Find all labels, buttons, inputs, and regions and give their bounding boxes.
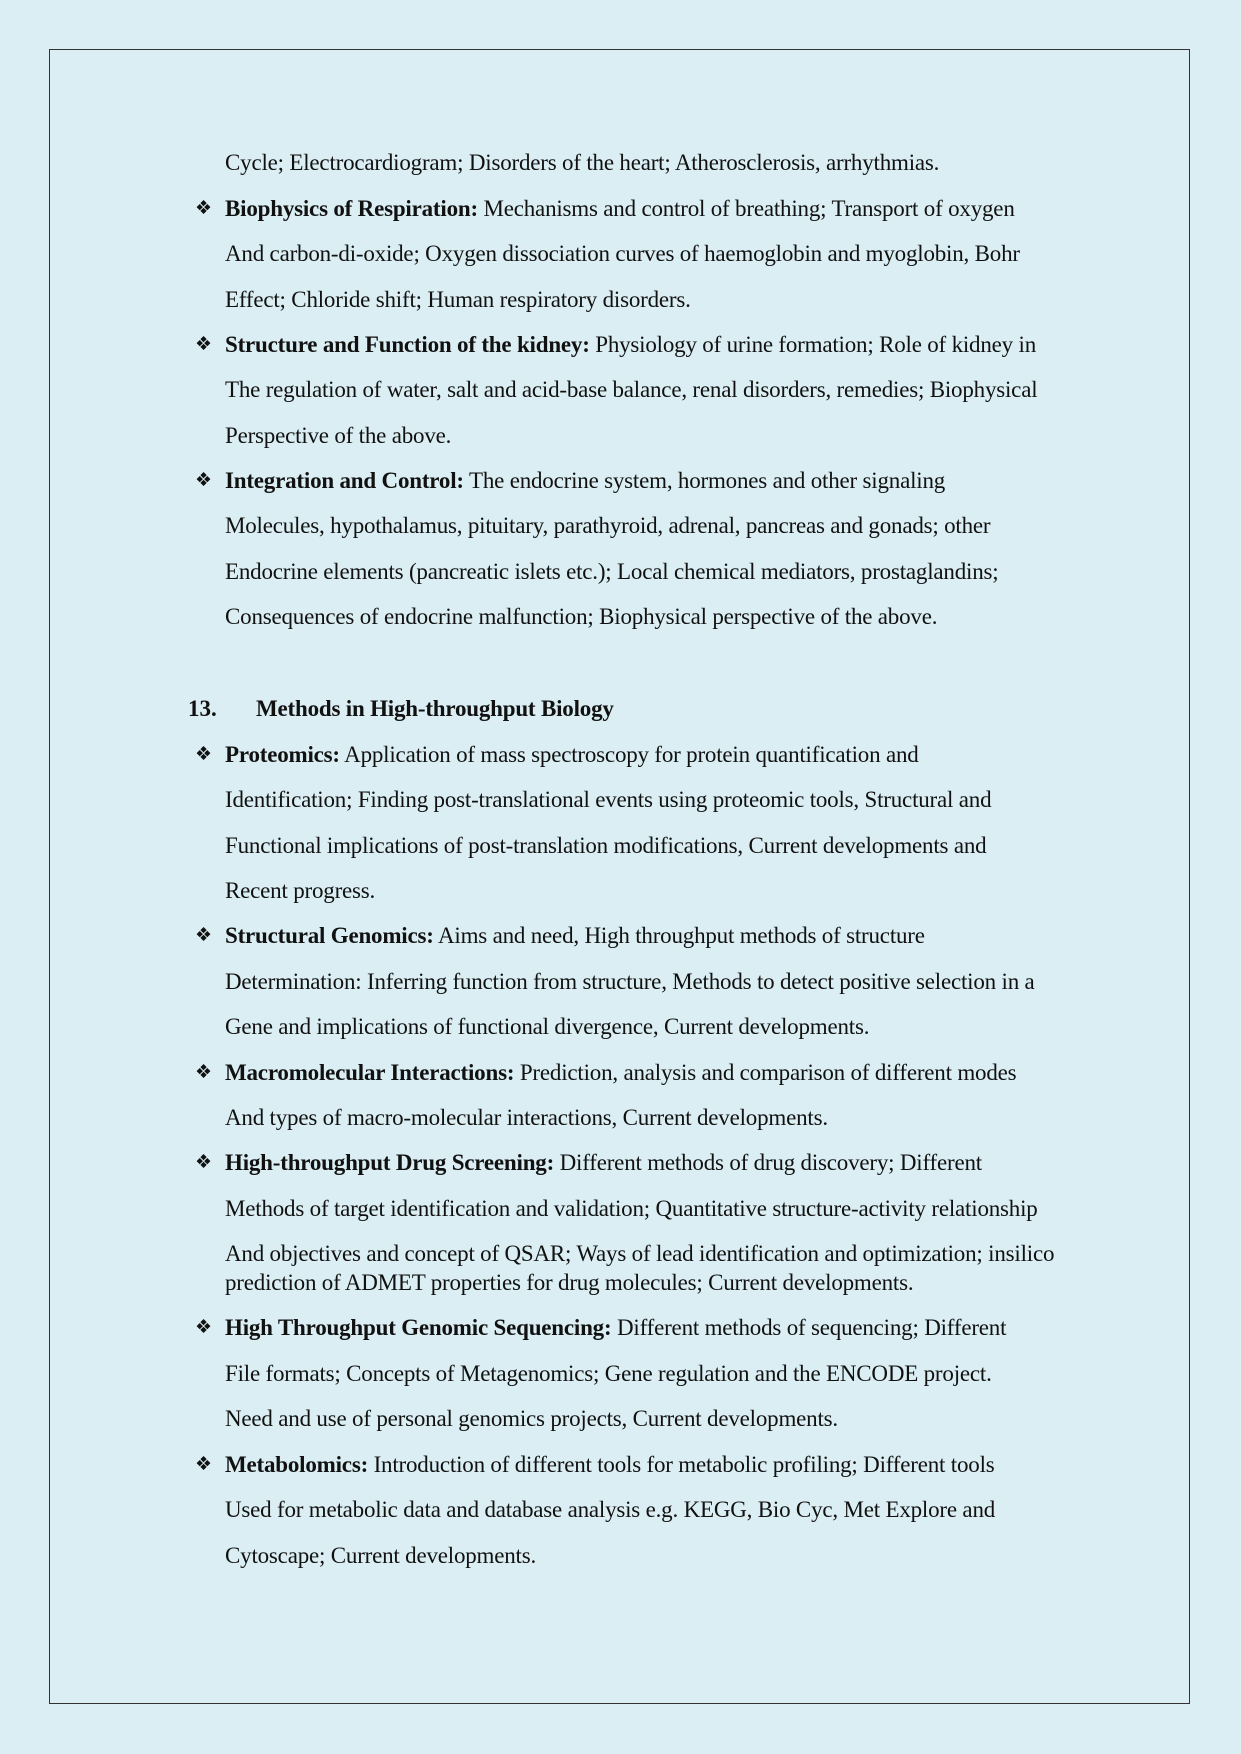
item-text: Methods of target identification and validation; Quantitative structure-activity relationship: [225, 1196, 1038, 1221]
item-text: The endocrine system, hormones and other signaling: [463, 468, 946, 493]
item-text: Determination: Inferring function from structure, Methods to detect positive selection in a: [225, 969, 1035, 994]
item-title: High Throughput Genomic Sequencing:: [225, 1315, 612, 1340]
bullet-icon: ❖: [195, 334, 213, 355]
item-title: Structural Genomics:: [225, 923, 434, 948]
item-text: Consequences of endocrine malfunction; Biophysical perspective of the above.: [225, 604, 938, 629]
item-text: Different methods of drug discovery; Different: [554, 1150, 982, 1175]
item-text: Different methods of sequencing; Different: [611, 1315, 1007, 1340]
item-text: Identification; Finding post-translational events using proteomic tools, Structural and: [225, 787, 992, 812]
bullet-icon: ❖: [195, 1317, 213, 1338]
item-title: Metabolomics:: [225, 1452, 369, 1477]
bullet-icon: ❖: [195, 1062, 213, 1083]
list-item-respiration: [225, 194, 1015, 224]
item-text: The regulation of water, salt and acid-base balance, renal disorders, remedies; Biophysical: [225, 377, 1038, 402]
item-text: Recent progress.: [225, 878, 376, 903]
item-text: File formats; Concepts of Metagenomics; Gene regulation and the ENCODE project.: [225, 1361, 992, 1386]
list-item-macromolecular: [225, 1058, 1016, 1088]
item-title: Macromolecular Interactions:: [225, 1060, 515, 1085]
item-text: Need and use of personal genomics projects, Current developments.: [225, 1406, 838, 1431]
item-text: Functional implications of post-translation modifications, Current developments and: [225, 833, 987, 858]
intro-line: Cycle; Electrocardiogram; Disorders of the heart; Atherosclerosis, arrhythmias.: [225, 150, 940, 175]
bullet-icon: ❖: [195, 198, 213, 219]
item-text: Used for metabolic data and database analysis e.g. KEGG, Bio Cyc, Met Explore and: [225, 1497, 996, 1522]
item-title: Biophysics of Respiration:: [225, 196, 478, 221]
bullet-icon: ❖: [195, 470, 213, 491]
list-item-proteomics: [225, 740, 919, 770]
item-text: Molecules, hypothalamus, pituitary, parathyroid, adrenal, pancreas and gonads; other: [225, 513, 991, 538]
item-text: prediction of ADMET properties for drug molecules; Current developments.: [225, 1270, 914, 1295]
bullet-icon: ❖: [195, 1454, 213, 1475]
item-text: Application of mass spectroscopy for protein quantification and: [339, 742, 919, 767]
bullet-icon: ❖: [195, 744, 213, 765]
list-item-structural-genomics: [225, 921, 925, 951]
section-number: 13.: [188, 696, 217, 721]
item-text: Mechanisms and control of breathing; Transport of oxygen: [477, 196, 1015, 221]
item-title: Structure and Function of the kidney:: [225, 332, 590, 357]
item-text: Introduction of different tools for metabolic profiling; Different tools: [368, 1452, 995, 1477]
item-text: Perspective of the above.: [225, 423, 452, 448]
list-item-drug-screening: [225, 1148, 982, 1178]
item-text: Physiology of urine formation; Role of kidney in: [589, 332, 1037, 357]
item-text: And carbon-di-oxide; Oxygen dissociation curves of haemoglobin and myoglobin, Bohr: [225, 241, 1020, 266]
list-item-kidney: [225, 330, 1036, 360]
item-text: Effect; Chloride shift; Human respiratory disorders.: [225, 287, 691, 312]
item-title: High-throughput Drug Screening:: [225, 1150, 555, 1175]
bullet-icon: ❖: [195, 925, 213, 946]
section-title: Methods in High-throughput Biology: [256, 696, 614, 721]
item-text: Endocrine elements (pancreatic islets etc.); Local chemical mediators, prostaglandins;: [225, 559, 999, 584]
list-item-integration: [225, 466, 945, 496]
item-text: Aims and need, High throughput methods of structure: [433, 923, 925, 948]
item-text: Cytoscape; Current developments.: [225, 1543, 537, 1568]
item-title: Integration and Control:: [225, 468, 464, 493]
item-text: Gene and implications of functional divergence, Current developments.: [225, 1014, 870, 1039]
item-text: And types of macro-molecular interactions, Current developments.: [225, 1105, 828, 1130]
list-item-genomic-sequencing: [225, 1313, 1006, 1343]
item-text: Prediction, analysis and comparison of different modes: [514, 1060, 1017, 1085]
list-item-metabolomics: [225, 1450, 995, 1480]
item-title: Proteomics:: [225, 742, 340, 767]
bullet-icon: ❖: [195, 1152, 213, 1173]
item-text: And objectives and concept of QSAR; Ways of lead identification and optimization; insilico: [225, 1241, 1055, 1266]
